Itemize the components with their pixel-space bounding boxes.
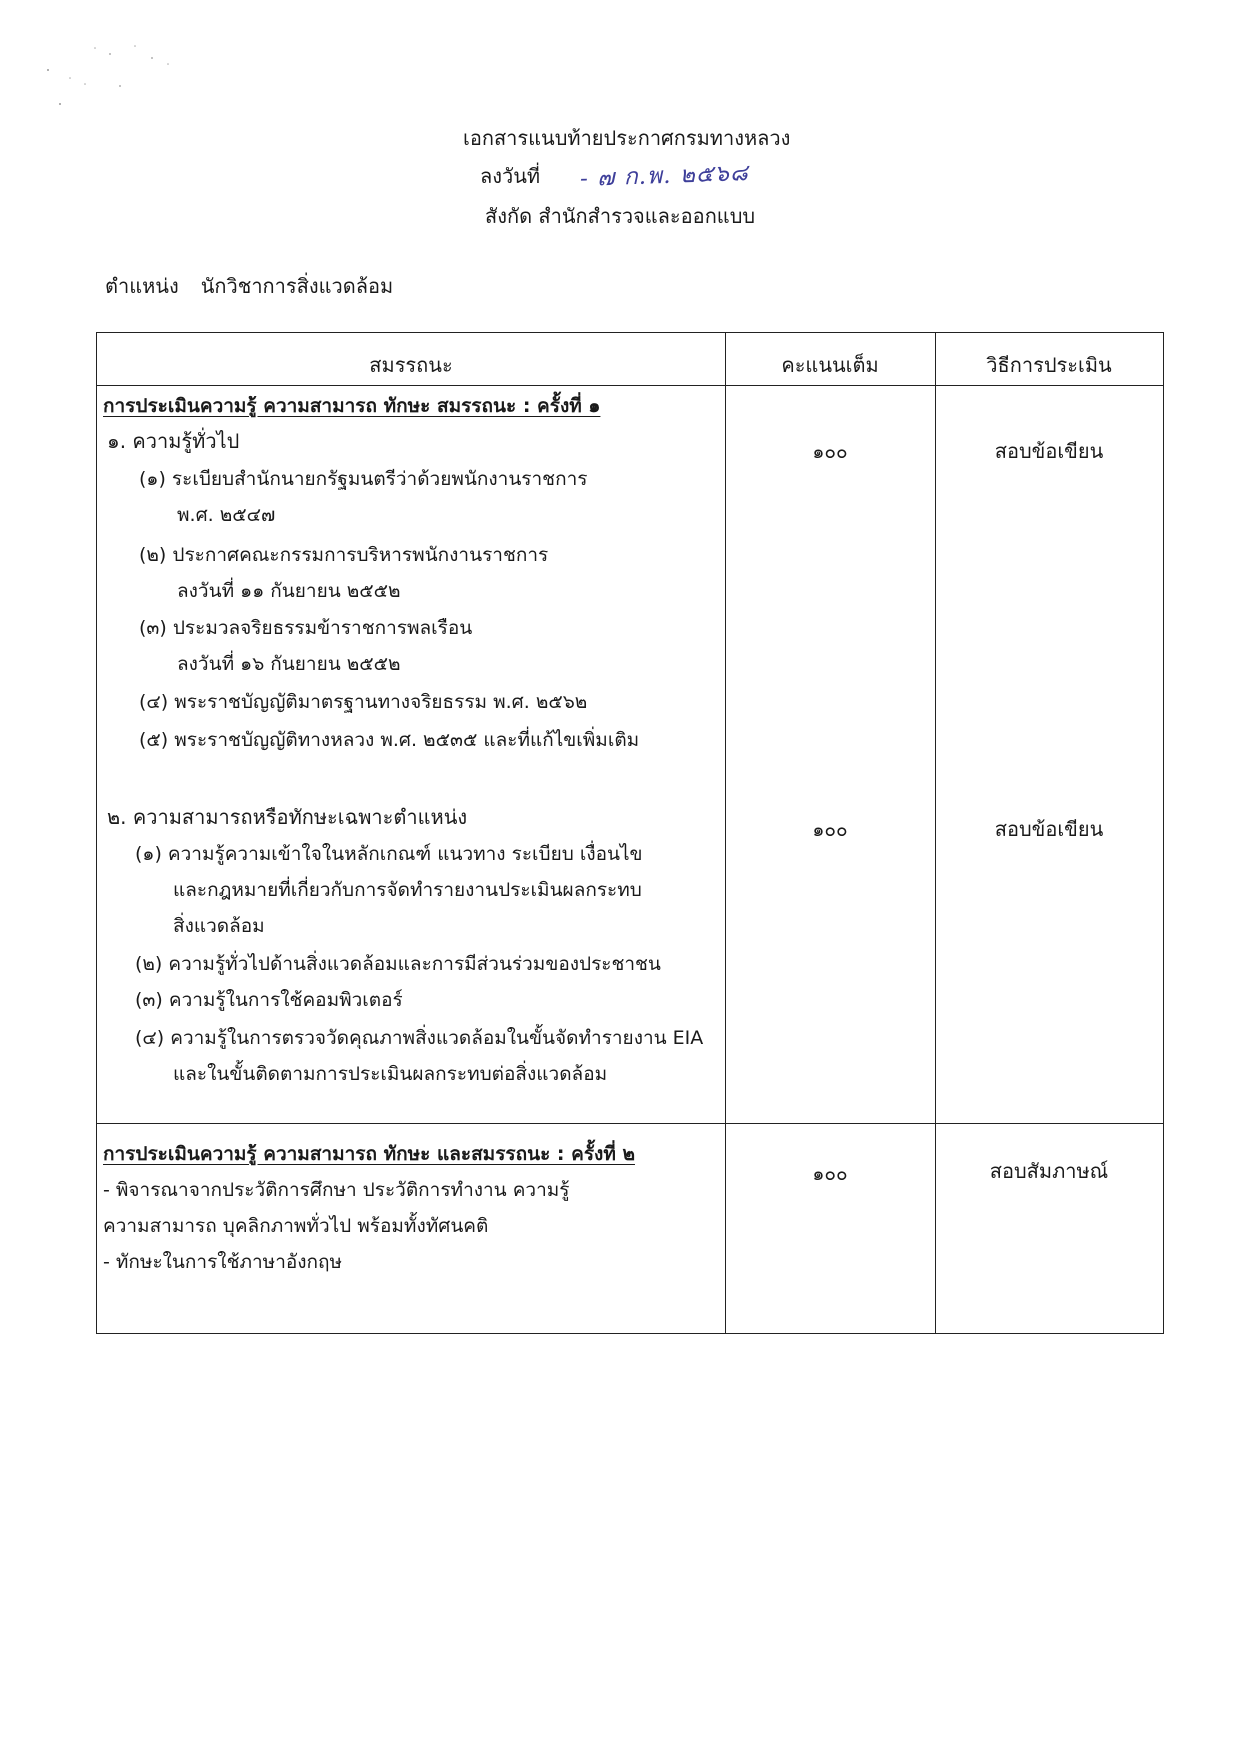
section1-item: (๕) พระราชบัญญัติทางหลวง พ.ศ. ๒๕๓๕ และที่แก้ไขเพิ่มเติม <box>139 729 640 751</box>
document-date-line <box>480 158 749 194</box>
section2-item: (๓) ความรู้ในการใช้คอมพิวเตอร์ <box>135 989 403 1011</box>
position-label: ตำแหน่ง <box>105 274 179 298</box>
section2-score: ๑๐๐ <box>812 819 848 841</box>
department-line: สังกัด สำนักสำรวจและออกแบบ <box>485 204 756 228</box>
section2-item: สิ่งแวดล้อม <box>173 915 265 937</box>
section2-item: (๒) ความรู้ทั่วไปด้านสิ่งแวดล้อมและการมีส่วนร่วมของประชาชน <box>135 953 661 975</box>
blank-page-area <box>0 1334 1242 1755</box>
round2-item: - ทักษะในการใช้ภาษาอังกฤษ <box>103 1251 343 1273</box>
header-method: วิธีการประเมิน <box>986 353 1112 377</box>
round2-title: การประเมินความรู้ ความสามารถ ทักษะ และสมรรถนะ : ครั้งที่ ๒ <box>103 1143 635 1165</box>
date-label: ลงวันที่ <box>480 164 541 188</box>
section1-item: (๓) ประมวลจริยธรรมข้าราชการพลเรือน <box>139 617 473 639</box>
section2-item: และกฎหมายที่เกี่ยวกับการจัดทำรายงานประเมินผลกระทบ <box>173 879 642 901</box>
section1-item: (๑) ระเบียบสำนักนายกรัฐมนตรีว่าด้วยพนักงานราชการ <box>139 468 588 490</box>
scan-specks <box>40 40 200 120</box>
section2-item: (๑) ความรู้ความเข้าใจในหลักเกณฑ์ แนวทาง ระเบียบ เงื่อนไข <box>135 843 643 865</box>
position-value: นักวิชาการสิ่งแวดล้อม <box>200 274 394 298</box>
competency-table <box>96 332 1164 1334</box>
header-divider <box>97 385 1163 386</box>
section1-method: สอบข้อเขียน <box>994 439 1104 463</box>
header-full-score: คะแนนเต็ม <box>781 353 879 377</box>
section1-item: (๒) ประกาศคณะกรรมการบริหารพนักงานราชการ <box>139 544 549 566</box>
section2-heading: ๒. ความสามารถหรือทักษะเฉพาะตำแหน่ง <box>107 805 468 829</box>
section2-item: (๔) ความรู้ในการตรวจวัดคุณภาพสิ่งแวดล้อมในขั้นจัดทำรายงาน EIA <box>135 1027 704 1049</box>
handwritten-date: - ๗ ก.พ. ๒๕๖๘ <box>580 160 750 192</box>
section1-item: ลงวันที่ ๑๑ กันยายน ๒๕๕๒ <box>177 580 401 602</box>
section1-item: (๔) พระราชบัญญัติมาตรฐานทางจริยธรรม พ.ศ. ๒๕๖๒ <box>139 691 588 713</box>
position-line <box>105 270 393 302</box>
round2-method: สอบสัมภาษณ์ <box>989 1159 1109 1183</box>
section1-score: ๑๐๐ <box>812 441 848 463</box>
section2-item: และในขั้นติดตามการประเมินผลกระทบต่อสิ่งแวดล้อม <box>173 1063 608 1085</box>
round2-score: ๑๐๐ <box>812 1163 848 1185</box>
section1-item: พ.ศ. ๒๕๔๗ <box>177 504 276 526</box>
round2-item: - พิจารณาจากประวัติการศึกษา ประวัติการทำงาน ความรู้ <box>103 1179 570 1201</box>
round1-title: การประเมินความรู้ ความสามารถ ทักษะ สมรรถนะ : ครั้งที่ ๑ <box>103 395 601 417</box>
document-title: เอกสารแนบท้ายประกาศกรมทางหลวง <box>463 126 791 150</box>
round2-item: ความสามารถ บุคลิกภาพทั่วไป พร้อมทั้งทัศนคติ <box>103 1215 489 1237</box>
section1-item: ลงวันที่ ๑๖ กันยายน ๒๕๕๒ <box>177 653 401 675</box>
section2-method: สอบข้อเขียน <box>994 817 1104 841</box>
header-competency: สมรรถนะ <box>369 353 453 377</box>
round-divider <box>97 1123 1163 1124</box>
section1-heading: ๑. ความรู้ทั่วไป <box>107 429 240 453</box>
